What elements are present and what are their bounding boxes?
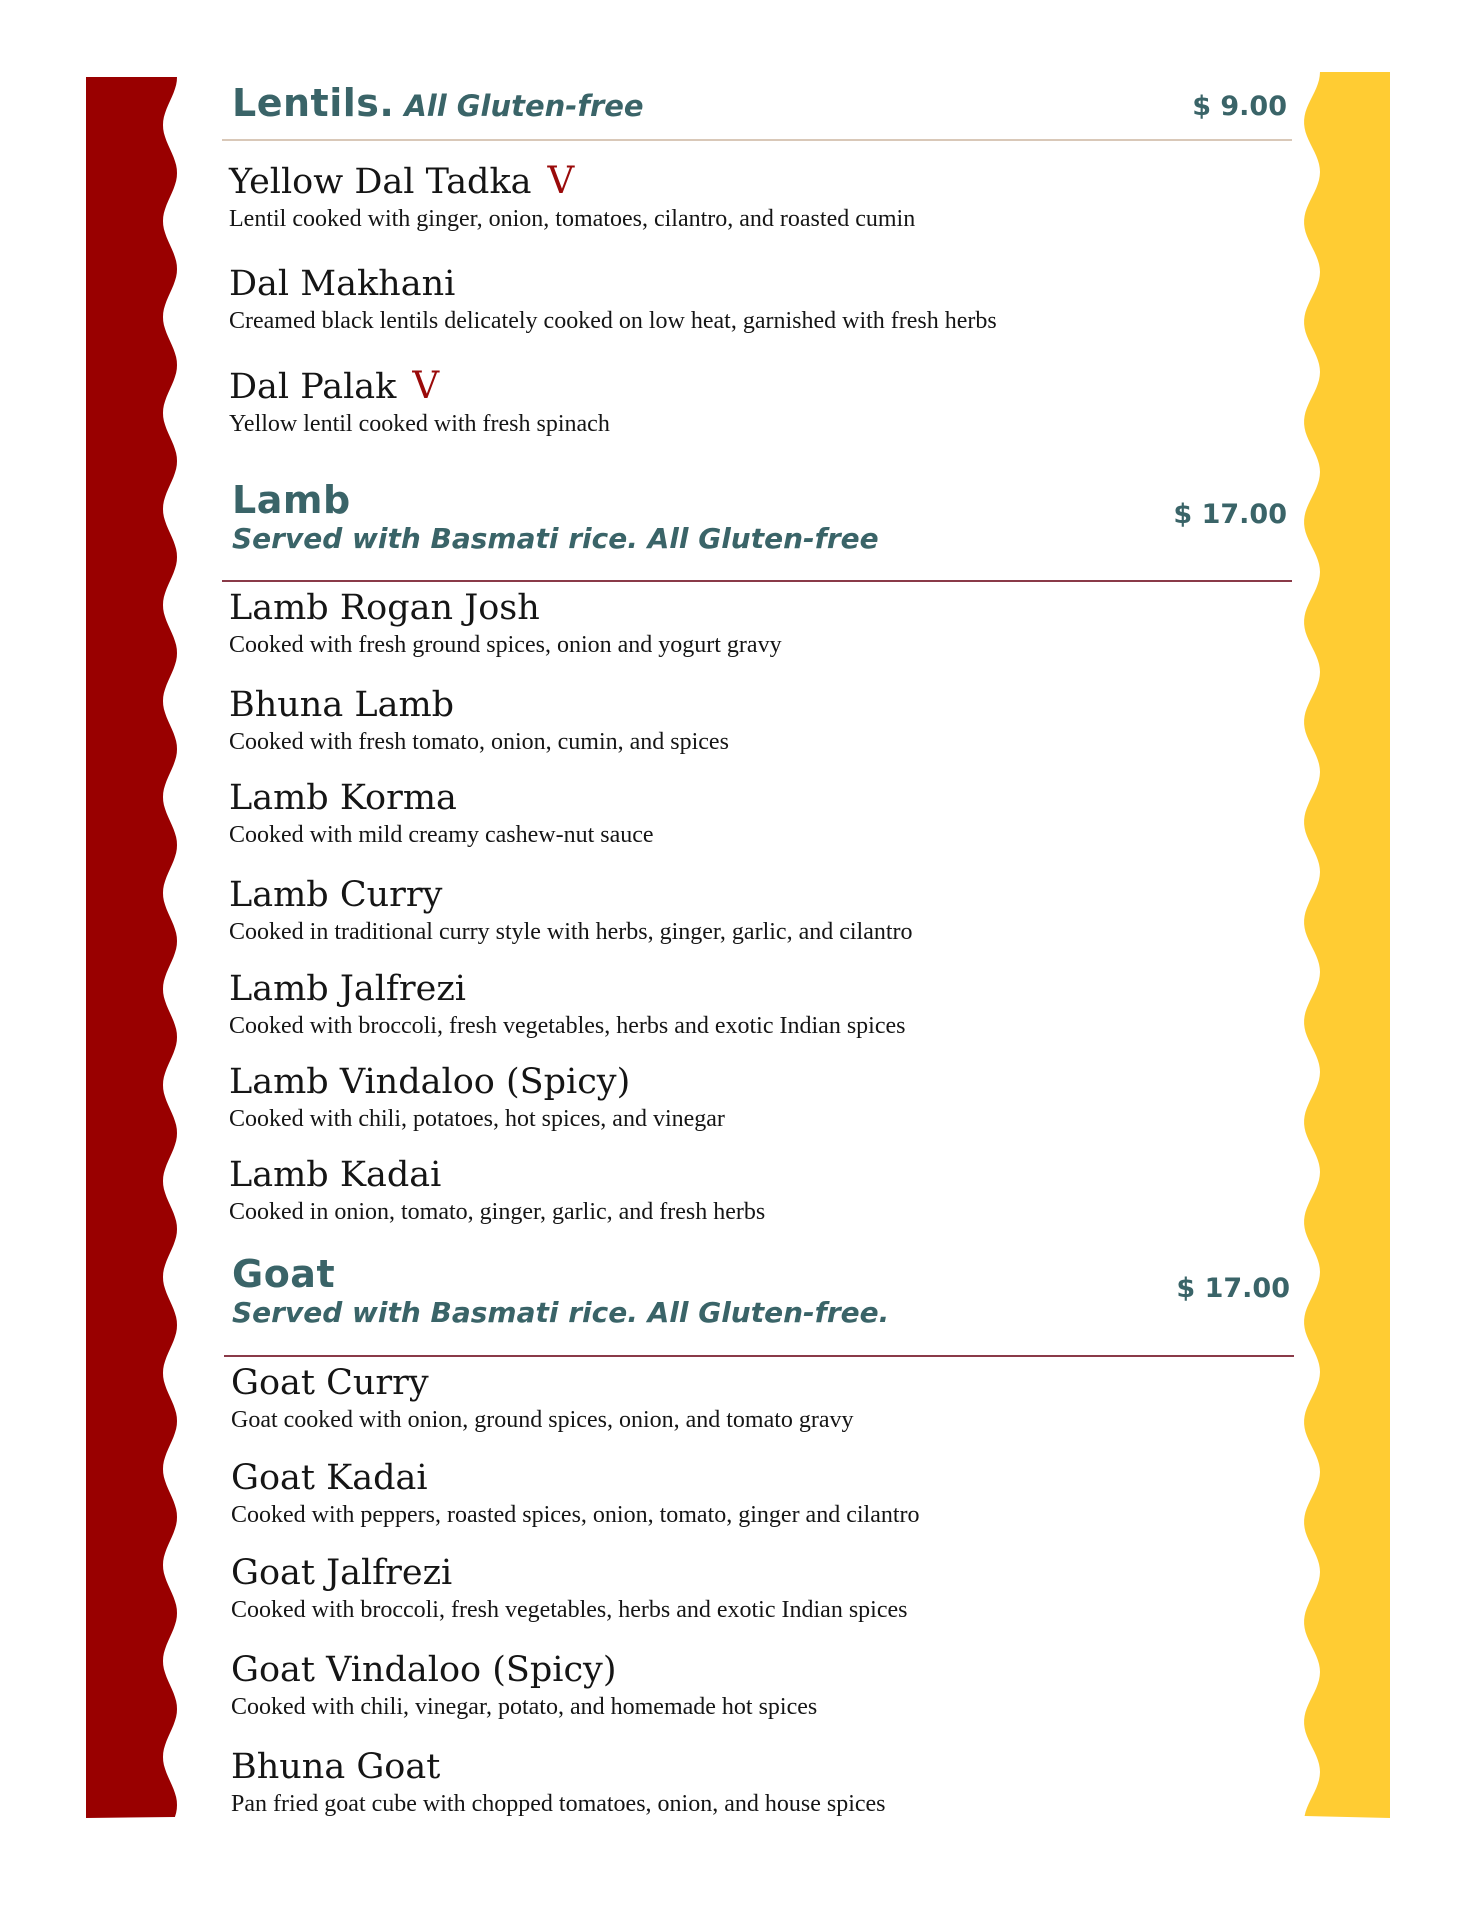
item-name: Lamb Kadai [229,1155,442,1195]
right-band-shape [1304,72,1390,1818]
item-name: Lamb Curry [229,875,443,915]
item-description: Cooked with chili, vinegar, potato, and homemade hot spices [231,1694,818,1720]
menu-item [229,682,1289,775]
section-items-lentils [229,158,1289,453]
vegan-badge: V [412,364,440,407]
section-price: $ 17.00 [1173,499,1287,530]
item-description: Cooked with chili, potatoes, hot spices, and vinegar [229,1106,725,1132]
section-price: $ 9.00 [1192,91,1287,122]
menu-item [229,158,1289,261]
menu-item [231,1360,1291,1455]
item-description: Cooked in traditional curry style with herbs, ginger, garlic, and cilantro [229,919,913,945]
item-description: Cooked with broccoli, fresh vegetables, herbs and exotic Indian spices [231,1597,908,1623]
item-description: Creamed black lentils delicately cooked on low heat, garnished with fresh herbs [229,308,997,334]
section-items-lamb [229,585,1289,1242]
section-title: Goat [232,1252,336,1296]
section-subtitle: All Gluten-free [404,89,644,123]
vegan-badge: V [547,159,575,202]
item-description: Cooked in onion, tomato, ginger, garlic, and fresh herbs [229,1199,766,1225]
item-name: Dal Makhani [229,264,456,304]
section-header-goat [232,1252,1290,1330]
section-header-lentils [232,81,1287,125]
menu-item [231,1550,1291,1647]
item-description: Cooked with mild creamy cashew-nut sauce [229,822,654,848]
item-name: Dal Palak [229,367,397,407]
item-name: Goat Kadai [231,1458,428,1498]
section-divider [222,139,1292,141]
item-description: Cooked with peppers, roasted spices, onion, tomato, ginger and cilantro [231,1502,920,1528]
item-name: Goat Vindaloo (Spicy) [231,1650,617,1690]
section-header-lamb [232,478,1287,556]
item-description: Cooked with fresh ground spices, onion and yogurt gravy [229,632,782,658]
menu-item [229,966,1289,1059]
item-name: Lamb Rogan Josh [229,588,540,628]
section-divider [222,580,1292,582]
left-band-shape [86,77,177,1818]
section-subtitle: Served with Basmati rice. All Gluten-free [232,522,879,555]
menu-item [229,775,1289,872]
menu-item [229,363,1289,453]
item-description: Cooked with broccoli, fresh vegetables, herbs and exotic Indian spices [229,1013,906,1039]
item-description: Lentil cooked with ginger, onion, tomatoes, cilantro, and roasted cumin [229,206,916,232]
section-subtitle: Served with Basmati rice. All Gluten-free. [232,1296,890,1329]
item-name: Lamb Korma [229,778,457,818]
item-name: Yellow Dal Tadka [229,162,532,202]
section-divider [224,1355,1294,1357]
item-name: Lamb Vindaloo (Spicy) [229,1062,631,1102]
menu-item [229,872,1289,966]
section-items-goat [231,1360,1291,1834]
item-description: Cooked with fresh tomato, onion, cumin, and spices [229,729,729,755]
menu-item [229,1152,1289,1242]
section-title: Lentils. [232,81,395,125]
menu-item [231,1744,1291,1834]
menu-item [229,585,1289,682]
section-price: $ 17.00 [1176,1273,1290,1304]
item-description: Pan fried goat cube with chopped tomatoes, onion, and house spices [231,1791,886,1817]
item-name: Goat Jalfrezi [231,1553,453,1593]
menu-item [229,1059,1289,1152]
menu-item [231,1455,1291,1550]
item-description: Yellow lentil cooked with fresh spinach [229,411,610,437]
item-name: Bhuna Goat [231,1747,441,1787]
item-name: Goat Curry [231,1363,429,1403]
item-name: Lamb Jalfrezi [229,969,466,1009]
menu-item [229,261,1289,363]
item-description: Goat cooked with onion, ground spices, onion, and tomato gravy [231,1407,854,1433]
section-title: Lamb [232,478,351,522]
menu-item [231,1647,1291,1744]
item-name: Bhuna Lamb [229,685,455,725]
